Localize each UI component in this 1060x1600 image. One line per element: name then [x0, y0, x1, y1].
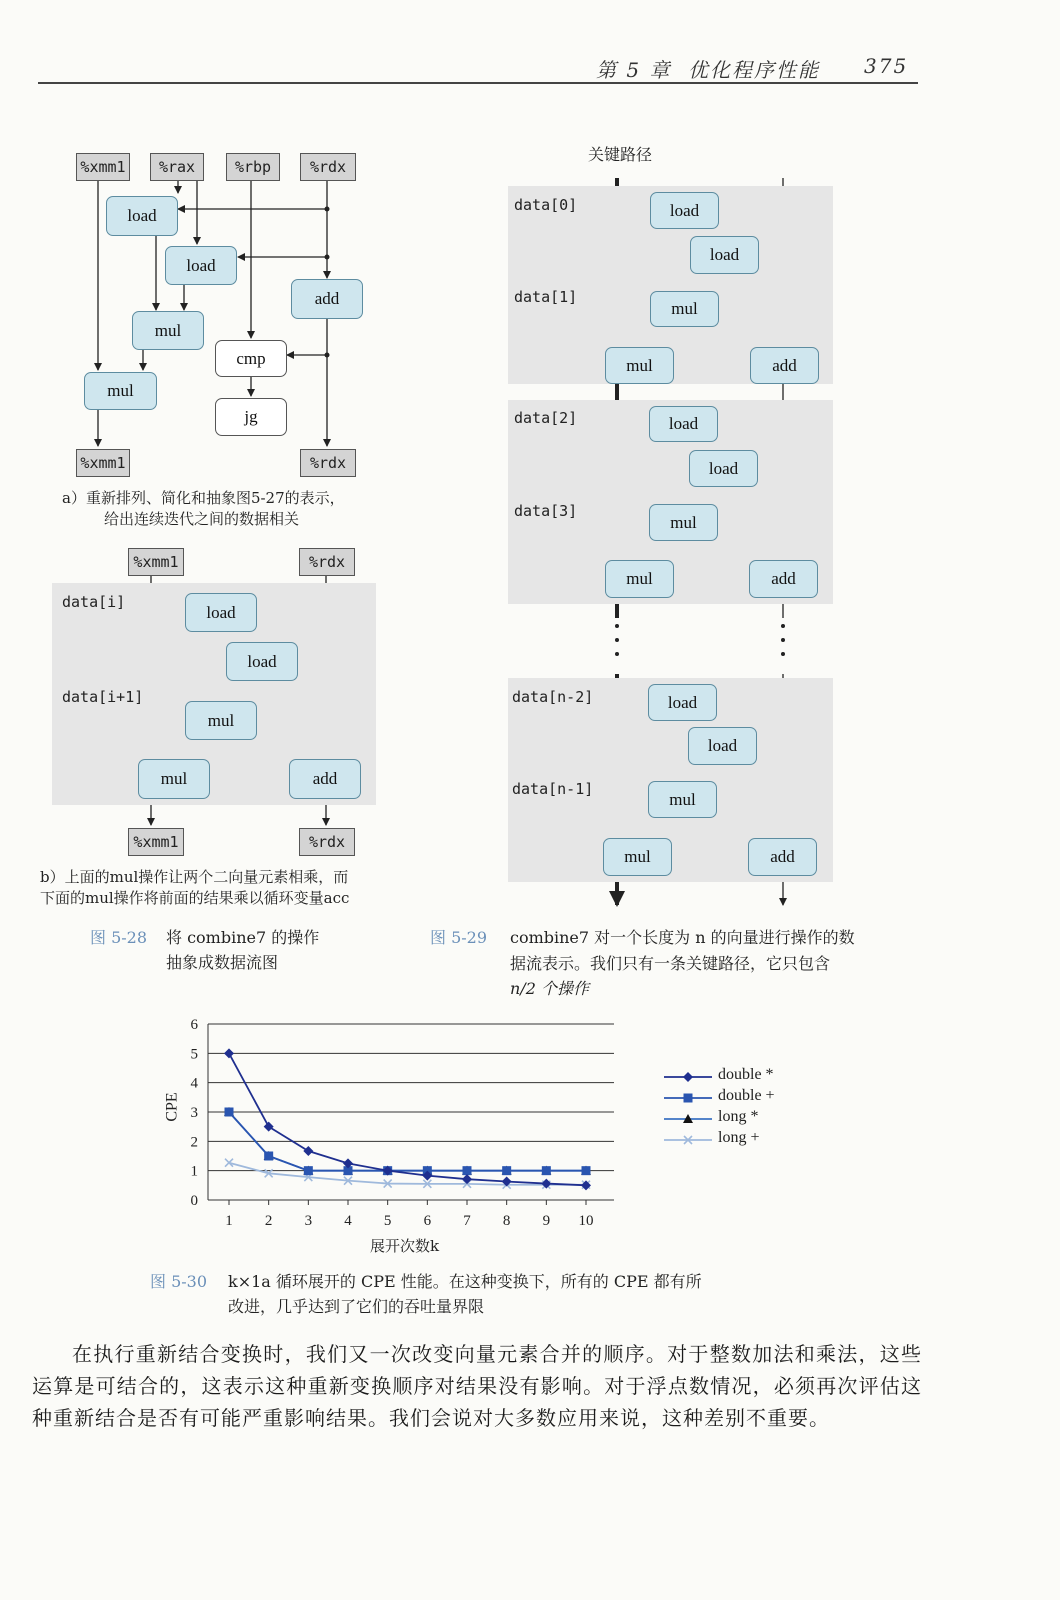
- fig-5-28-number: 图 5-28: [90, 928, 148, 947]
- x-tick-label: 5: [383, 1213, 392, 1229]
- x-tick-label: 1: [225, 1213, 233, 1229]
- reg-xmm1-bottom: %xmm1: [128, 828, 184, 856]
- fig-5-28-caption-1: 将 combine7 的操作: [166, 928, 320, 947]
- series-point-0: [462, 1174, 472, 1184]
- y-tick-label: 4: [190, 1075, 198, 1092]
- op-add: add: [749, 560, 818, 598]
- fig-a-caption-2: 给出连续迭代之间的数据相关: [104, 510, 300, 528]
- series-point-0: [541, 1179, 551, 1189]
- legend-marker-1: [684, 1094, 693, 1103]
- op-add: add: [289, 759, 361, 799]
- reg-rdx-top: %rdx: [300, 153, 356, 181]
- series-point-1: [264, 1152, 273, 1161]
- op-load: load: [649, 406, 718, 442]
- y-tick-label: 5: [190, 1046, 198, 1063]
- legend-double-mul: double *: [718, 1066, 774, 1083]
- op-mul: mul: [648, 781, 717, 818]
- op-mul: mul: [603, 838, 672, 876]
- fig-5-30-caption-2: 改进，几乎达到了它们的吞吐量界限: [228, 1297, 485, 1316]
- legend-double-add: double +: [718, 1087, 775, 1104]
- data-label-i: data[i]: [62, 593, 126, 611]
- op-load-2: load: [226, 642, 298, 681]
- x-tick-label: 10: [578, 1213, 594, 1229]
- fig-b-caption-1: b）上面的mul操作让两个二向量元素相乘，而: [40, 868, 349, 886]
- y-tick-label: 0: [190, 1193, 198, 1209]
- series-line-0: [229, 1053, 586, 1185]
- y-tick-label: 2: [190, 1134, 198, 1151]
- op-load-1: load: [185, 593, 257, 632]
- series-point-0: [303, 1146, 313, 1156]
- fig-5-29-caption-2: 据流表示。我们只有一条关键路径，它只包含: [510, 954, 831, 973]
- op-load-2: load: [165, 246, 237, 285]
- y-tick-label: 6: [190, 1017, 198, 1033]
- op-load: load: [689, 450, 758, 487]
- data-label-2: data[2]: [514, 409, 578, 427]
- legend-long-mul: long *: [718, 1108, 759, 1125]
- data-label-i-plus-1: data[i+1]: [62, 688, 144, 706]
- x-tick-label: 4: [344, 1213, 352, 1229]
- op-mul: mul: [605, 347, 674, 384]
- reg-xmm1-bottom: %xmm1: [76, 449, 130, 477]
- op-load: load: [690, 236, 759, 274]
- op-mul: mul: [650, 291, 719, 327]
- reg-rax-top: %rax: [150, 153, 204, 181]
- series-point-1: [225, 1108, 234, 1117]
- series-point-1: [463, 1166, 472, 1175]
- fig-5-29-caption-1: combine7 对一个长度为 n 的向量进行操作的数: [510, 928, 855, 947]
- op-mul-1: mul: [132, 311, 204, 350]
- x-tick-label: 2: [264, 1213, 273, 1229]
- chapter-title: 优化程序性能: [688, 58, 820, 82]
- series-point-1: [542, 1166, 551, 1175]
- reg-rdx-bottom: %rdx: [299, 828, 355, 856]
- op-cmp: cmp: [215, 340, 287, 377]
- reg-xmm1-top: %xmm1: [128, 548, 184, 576]
- fig-a-caption-1: a）重新排列、简化和抽象图5-27的表示，: [62, 489, 345, 507]
- op-add: add: [291, 279, 363, 319]
- y-tick-label: 3: [190, 1105, 198, 1121]
- op-add: add: [748, 838, 817, 876]
- series-point-1: [582, 1166, 591, 1175]
- data-label-n-1: data[n-1]: [512, 780, 594, 798]
- reg-rdx-top: %rdx: [299, 548, 355, 576]
- fig-5-30-number: 图 5-30: [150, 1272, 208, 1291]
- chart-xlabel: 展开次数k: [370, 1237, 440, 1255]
- fig-5-29-number: 图 5-29: [430, 928, 488, 947]
- op-mul: mul: [649, 504, 718, 541]
- x-tick-label: 9: [542, 1213, 551, 1229]
- series-point-0: [224, 1048, 234, 1058]
- fig-5-30-caption-1: k×1a 循环展开的 CPE 性能。在这种变换下，所有的 CPE 都有所: [228, 1272, 702, 1291]
- body-paragraph: 在执行重新结合变换时，我们又一次改变向量元素合并的顺序。对于整数加法和乘法，这些运算是可结合的，这表示这种重新变换顺序对结果没有影响。对于浮点数情况，必须再次评估这种重新结合是否有可能严重影响结果。我们会说对大多数应用来说，这种差别不重要。: [32, 1342, 922, 1430]
- reg-xmm1-top: %xmm1: [76, 153, 130, 181]
- op-add: add: [750, 347, 819, 384]
- op-load: load: [650, 192, 719, 229]
- op-load: load: [688, 727, 757, 765]
- op-jg: jg: [215, 398, 287, 436]
- x-tick-label: 6: [423, 1213, 432, 1229]
- data-label-1: data[1]: [514, 288, 578, 306]
- x-tick-label: 3: [304, 1213, 313, 1229]
- op-mul-2: mul: [84, 372, 157, 410]
- fig-b-caption-2: 下面的mul操作将前面的结果乘以循环变量acc: [40, 889, 350, 907]
- legend-marker-0: [683, 1072, 693, 1082]
- chart-ylabel: CPE: [163, 1092, 181, 1122]
- legend-long-add: long +: [718, 1129, 760, 1146]
- op-mul-1: mul: [185, 701, 257, 740]
- reg-rdx-bottom: %rdx: [300, 449, 356, 477]
- op-load: load: [648, 684, 717, 721]
- op-mul-2: mul: [138, 759, 210, 799]
- op-load-1: load: [106, 196, 178, 236]
- op-mul: mul: [605, 560, 674, 598]
- critical-path-title: 关键路径: [588, 145, 653, 164]
- page-number: 375: [864, 54, 909, 78]
- x-tick-label: 8: [502, 1213, 511, 1229]
- chapter-label: 第 5 章: [596, 58, 672, 82]
- data-label-0: data[0]: [514, 196, 578, 214]
- fig-5-29-caption-3: n/2 个操作: [510, 979, 589, 998]
- data-label-3: data[3]: [514, 502, 578, 520]
- series-point-0: [264, 1122, 274, 1132]
- x-tick-label: 7: [463, 1213, 471, 1229]
- series-point-1: [304, 1166, 313, 1175]
- y-tick-label: 1: [190, 1163, 198, 1180]
- reg-rbp-top: %rbp: [226, 153, 280, 181]
- fig-5-28-caption-2: 抽象成数据流图: [166, 953, 279, 972]
- series-point-1: [502, 1166, 511, 1175]
- data-label-n-2: data[n-2]: [512, 688, 594, 706]
